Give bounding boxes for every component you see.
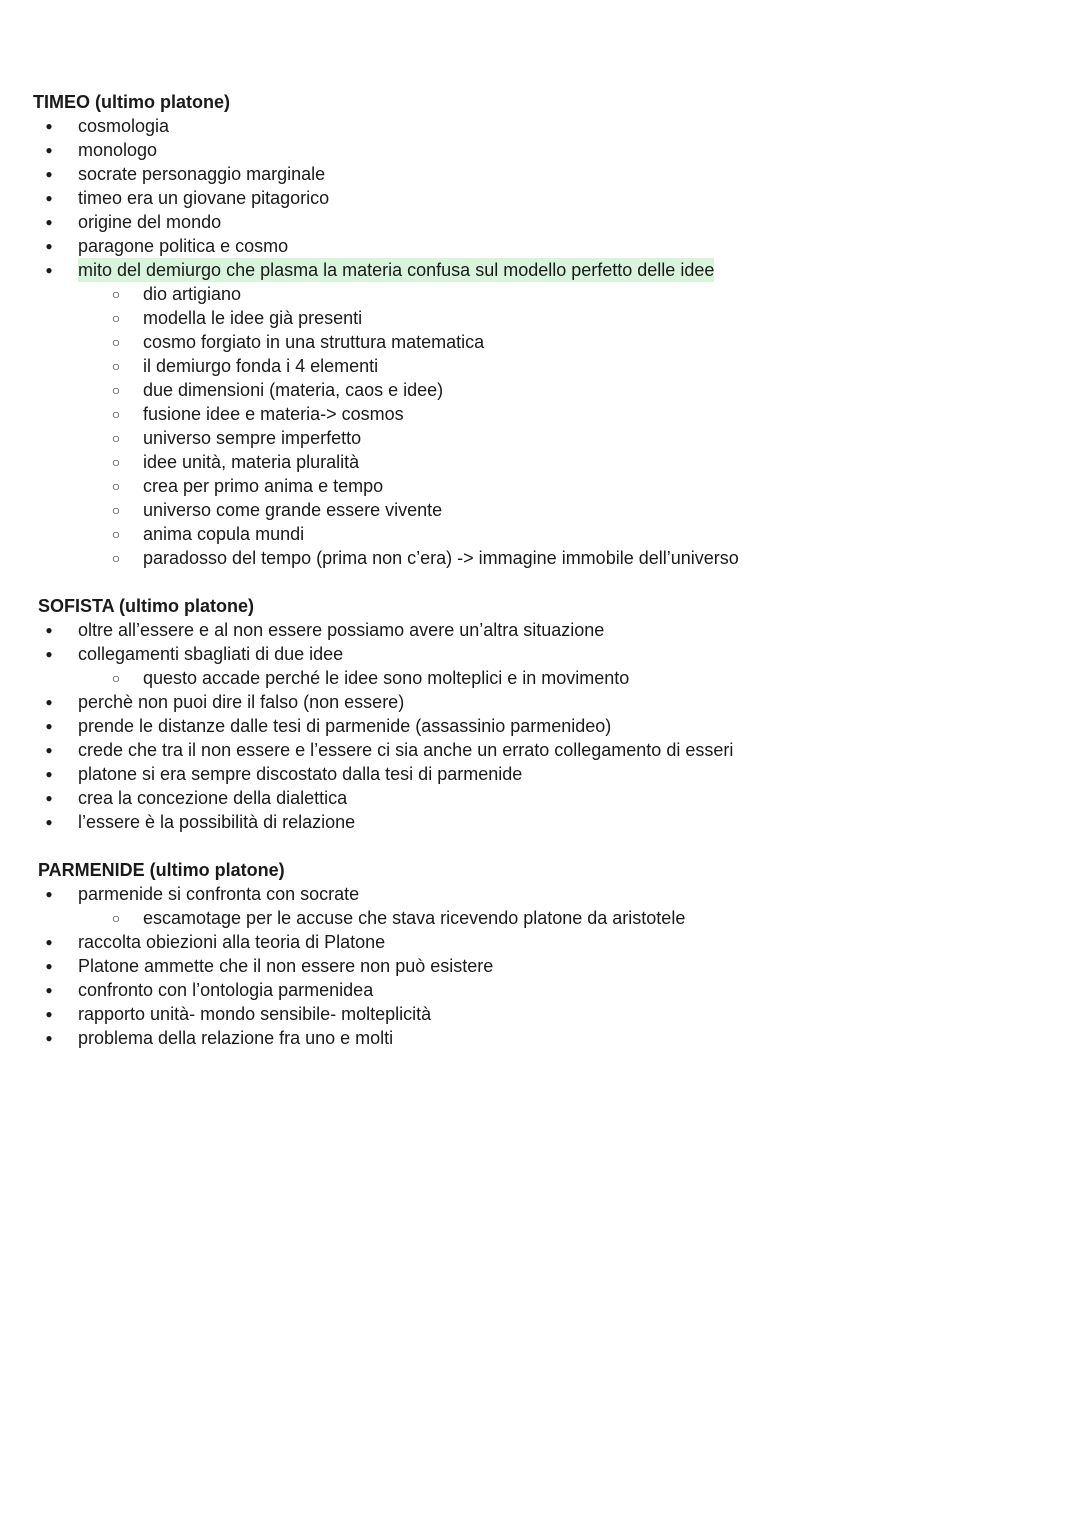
bullet-icon: ● (45, 623, 53, 637)
list-item-text: crede che tra il non essere e l’essere ci sia anche un errato collegamento di esseri (78, 740, 734, 760)
list-item-text: collegamenti sbagliati di due idee (78, 644, 344, 664)
bullet-icon: ● (45, 239, 53, 253)
list-item-text: socrate personaggio marginale (78, 164, 326, 184)
bullet-icon: ● (45, 647, 53, 661)
bullet-icon: ● (45, 983, 53, 997)
hollow-bullet-icon: ○ (111, 910, 121, 926)
list-item-text: origine del mondo (78, 212, 222, 232)
bullet-icon: ● (45, 1007, 53, 1021)
list-item-text: oltre all’essere e al non essere possiamo avere un’altra situazione (78, 620, 605, 640)
list-item-text: perchè non puoi dire il falso (non essere) (78, 692, 405, 712)
sub-list-item-text: universo sempre imperfetto (143, 428, 362, 448)
hollow-bullet-icon: ○ (111, 334, 121, 350)
hollow-bullet-icon: ○ (111, 670, 121, 686)
list-item-text: problema della relazione fra uno e molti (78, 1028, 394, 1048)
bullet-icon: ● (45, 215, 53, 229)
list-item-text: Platone ammette che il non essere non può esistere (78, 956, 494, 976)
hollow-bullet-icon: ○ (111, 382, 121, 398)
hollow-bullet-icon: ○ (111, 478, 121, 494)
sub-list-item-text: paradosso del tempo (prima non c’era) -> immagine immobile dell’universo (143, 548, 739, 568)
hollow-bullet-icon: ○ (111, 358, 121, 374)
hollow-bullet-icon: ○ (111, 430, 121, 446)
bullet-icon: ● (45, 119, 53, 133)
list-item-text: cosmologia (78, 116, 170, 136)
bullet-icon: ● (45, 767, 53, 781)
sub-list-item-text: due dimensioni (materia, caos e idee) (143, 380, 444, 400)
bullet-icon: ● (45, 815, 53, 829)
sub-list-item-text: cosmo forgiato in una struttura matematica (143, 332, 485, 352)
hollow-bullet-icon: ○ (111, 526, 121, 542)
bullet-icon: ● (45, 167, 53, 181)
bullet-icon: ● (45, 959, 53, 973)
section-title-parmenide: PARMENIDE (ultimo platone) (38, 860, 285, 880)
hollow-bullet-icon: ○ (111, 550, 121, 566)
list-item-text: platone si era sempre discostato dalla tesi di parmenide (78, 764, 523, 784)
sub-list-item-text: questo accade perché le idee sono molteplici e in movimento (143, 668, 630, 688)
highlighted-text: mito del demiurgo che plasma la materia confusa sul modello perfetto delle idee (78, 260, 715, 280)
sub-list-item-text: idee unità, materia pluralità (143, 452, 360, 472)
hollow-bullet-icon: ○ (111, 502, 121, 518)
list-item-text: monologo (78, 140, 158, 160)
bullet-icon: ● (45, 935, 53, 949)
hollow-bullet-icon: ○ (111, 406, 121, 422)
section-title-timeo: TIMEO (ultimo platone) (33, 92, 230, 112)
list-item-text: confronto con l’ontologia parmenidea (78, 980, 374, 1000)
section-title-sofista: SOFISTA (ultimo platone) (38, 596, 254, 616)
sub-list-item-text: universo come grande essere vivente (143, 500, 443, 520)
sub-list-item-text: il demiurgo fonda i 4 elementi (143, 356, 379, 376)
sub-list-item-text: escamotage per le accuse che stava ricevendo platone da aristotele (143, 908, 686, 928)
list-item-text: l’essere è la possibilità di relazione (78, 812, 356, 832)
list-item-text: prende le distanze dalle tesi di parmenide (assassinio parmenideo) (78, 716, 612, 736)
bullet-icon: ● (45, 263, 53, 277)
list-item-text: raccolta obiezioni alla teoria di Platone (78, 932, 386, 952)
bullet-icon: ● (45, 695, 53, 709)
bullet-icon: ● (45, 1031, 53, 1045)
bullet-icon: ● (45, 719, 53, 733)
hollow-bullet-icon: ○ (111, 310, 121, 326)
bullet-icon: ● (45, 887, 53, 901)
sub-list-item-text: dio artigiano (143, 284, 242, 304)
list-item-text: timeo era un giovane pitagorico (78, 188, 330, 208)
bullet-icon: ● (45, 791, 53, 805)
list-item-text: parmenide si confronta con socrate (78, 884, 360, 904)
list-item-text: crea la concezione della dialettica (78, 788, 348, 808)
sub-list-item-text: anima copula mundi (143, 524, 305, 544)
list-item-text: rapporto unità- mondo sensibile- molteplicità (78, 1004, 432, 1024)
list-item-text: paragone politica e cosmo (78, 236, 289, 256)
hollow-bullet-icon: ○ (111, 454, 121, 470)
bullet-icon: ● (45, 191, 53, 205)
bullet-icon: ● (45, 743, 53, 757)
bullet-icon: ● (45, 143, 53, 157)
sub-list-item-text: fusione idee e materia-> cosmos (143, 404, 404, 424)
hollow-bullet-icon: ○ (111, 286, 121, 302)
sub-list-item-text: crea per primo anima e tempo (143, 476, 384, 496)
sub-list-item-text: modella le idee già presenti (143, 308, 363, 328)
